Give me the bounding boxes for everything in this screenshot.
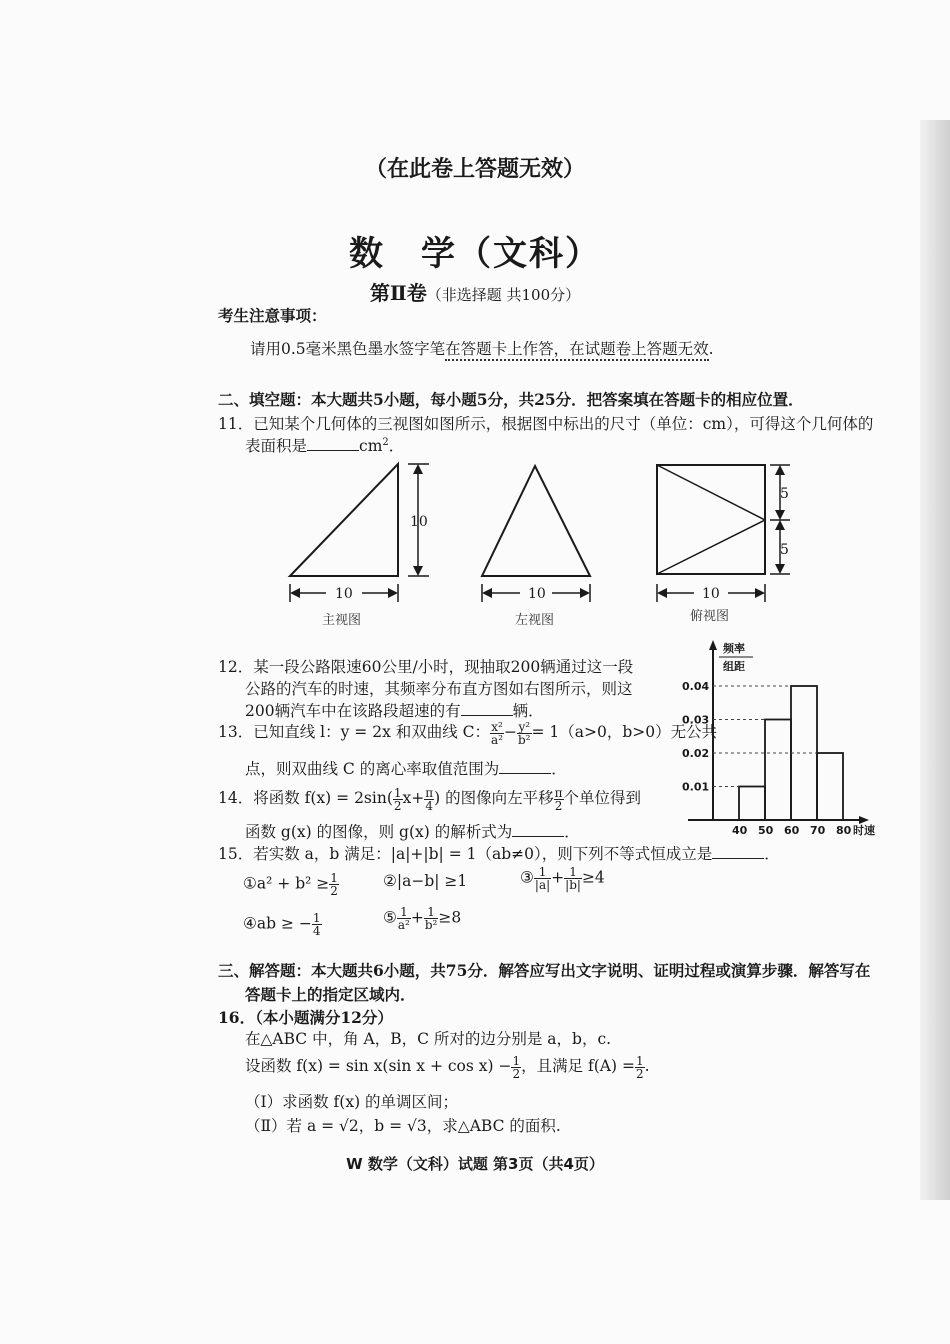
instructions-line-b: 在答题卡上作答，在试题卷上答题无效 [445,340,709,361]
x-tick-label: 60 [784,824,800,837]
q15-line1 [218,842,780,864]
q15-opt3-plus: + [551,868,565,887]
q15-option-2: ②|a−b| ≥1 [383,872,468,890]
y-axis-label-bottom: 组距 [723,660,745,673]
section2-heading: 二、填空题：本大题共5小题，每小题5分，共25分．把答案填在答题卡的相应位置． [218,390,804,409]
q15-opt1-text: ①a² + b² ≥ [243,874,330,893]
q14-frac-2 [424,787,434,812]
q15-option-4 [243,912,322,937]
q15-answer-blank [712,844,764,859]
q16-text-c: . [644,1057,650,1075]
q14-answer-blank [512,822,564,837]
q11-unit: cm [359,437,383,455]
q12-text-b: 辆． [512,702,544,720]
q13-frac-x-den: a² [491,732,503,747]
q15-option-3 [520,866,605,891]
q13-line2 [245,757,567,779]
y-axis-label-top: 频率 [723,642,745,655]
q14-frac-2-num: π [425,785,434,800]
q12-text-a: 200辆汽车中在该路段超速的有 [245,702,461,720]
y-tick-label: 0.02 [682,747,710,760]
q16-part2: （Ⅱ）若 a = √2，b = √3，求△ABC 的面积. [245,1117,561,1135]
q13-answer-blank [499,759,551,774]
q14-frac-3 [554,787,564,812]
q13-frac-x-num: x² [491,719,503,734]
q16-frac-2-num: 1 [635,1053,644,1068]
q14-text-c: 个单位得到 [563,789,642,807]
q16-heading: 16．（本小题满分12分） [218,1008,393,1027]
q15-opt5-tail: ≥8 [438,908,462,927]
section3-heading-line2: 答题卡上的指定区域内． [245,985,416,1004]
q16-frac-2 [635,1055,645,1080]
q15-option-5 [383,906,461,931]
x-axis-label: 时速 [853,824,875,837]
instructions-heading: 考生注意事项： [218,306,327,325]
q15-opt3-num2: 1 [564,866,582,879]
q15-opt5-den1: a² [397,918,410,932]
q15-opt3-den1: |a| [534,878,551,892]
q16-frac-1-num: 1 [512,1053,521,1068]
top-lower-label: 5 [780,542,789,558]
q16-text-b: ，且满足 f(A) = [521,1057,635,1075]
q15-opt5-num2: 1 [424,906,439,919]
q14-text-b: ) 的图像向左平移 [434,789,554,807]
q14-line2 [245,820,580,842]
q13-frac-x [490,721,504,746]
part-note: （非选择题 共100分） [426,286,581,304]
x-tick-label: 70 [810,824,826,837]
q16-part1: （Ⅰ）求函数 f(x) 的单调区间； [245,1093,459,1111]
front-width-label: 10 [335,586,353,602]
q15-text-b: ． [764,845,780,863]
q15-opt3-tail: ≥4 [581,868,605,887]
q15-opt1-den: 2 [330,884,338,898]
q14-text-e: ． [564,823,580,841]
top-view-caption: 俯视图 [690,609,730,624]
q11-line1: 11．已知某个几何体的三视图如图所示，根据图中标出的尺寸（单位：cm），可得这个几何体的 [218,415,874,433]
q16-frac-1 [511,1055,521,1080]
side-width-label: 10 [528,586,546,602]
x-tick-label: 40 [732,824,748,837]
q15-option-1 [243,872,339,897]
y-tick-label: 0.01 [682,780,710,794]
q13-frac-y-num: y² [518,719,531,734]
q14-mid: x+ [402,789,425,807]
histogram-bar [817,753,843,820]
q15-opt3-den2: |b| [565,878,581,892]
q11-text-a: 表面积是 [245,437,308,455]
x-tick-label: 80 [836,824,852,837]
page-footer: W 数学（文科）试题 第3页（共4页） [346,1155,604,1173]
q16-line1: 在△ABC 中，角 A，B，C 所对的边分别是 a，b，c. [245,1030,612,1048]
q13-line1 [218,720,717,746]
answer-notice: （在此卷上答题无效） [364,156,585,182]
q15-opt1-num: 1 [330,871,338,885]
part-label: 第Ⅱ卷 [369,281,427,305]
q15-opt4-den: 4 [312,924,321,938]
exam-title: 数 学（文科） [349,234,601,274]
y-axis-arrow [709,640,717,650]
q15-opt3-frac2 [564,866,582,891]
q14-frac-1-den: 2 [393,798,402,813]
q13-text-a: 13．已知直线 l：y = 2x 和双曲线 C： [218,723,491,741]
q15-opt3-frac1 [534,866,551,891]
q16-frac-1-den: 2 [512,1066,521,1081]
top-width-label: 10 [702,586,720,602]
q15-opt5-den2: b² [424,918,438,932]
q15-opt1-frac [329,872,339,897]
q11-period: ． [388,437,405,455]
q14-frac-3-num: π [554,785,563,800]
x-tick-label: 50 [758,824,774,837]
q16-line2 [245,1054,650,1080]
q15-opt3-num1: 1 [534,866,551,879]
q14-frac-3-den: 2 [554,798,563,813]
q12-line2: 公路的汽车的时速，其频率分布直方图如右图所示，则这 [245,680,633,698]
q16-text-a: 设函数 f(x) = sin x(sin x + cos x) − [245,1057,512,1075]
q13-minus: − [504,723,517,741]
side-view-caption: 左视图 [515,613,555,628]
q15-opt5-frac2 [424,906,439,931]
y-tick-label: 0.04 [682,680,710,693]
section3-heading-line1: 三、解答题：本大题共6小题，共75分．解答应写出文字说明、证明过程或演算步骤．解答写在 [218,961,871,980]
q13-text-d: ． [551,760,567,778]
q13-frac-y [517,721,532,746]
q15-opt4-num: 1 [312,911,321,925]
q15-opt5-text: ⑤ [383,908,397,927]
q13-text-b: = 1（a>0，b>0）无公共 [531,723,718,741]
instructions-line-a: 请用0.5毫米黑色墨水签字笔 [250,340,446,358]
histogram-bar [765,720,791,821]
q12-line1: 12．某一段公路限速60公里/小时，现抽取200辆通过这一段 [218,658,634,676]
q14-frac-1 [393,787,403,812]
top-upper-label: 5 [780,486,789,502]
histogram-bar [739,787,765,821]
front-height-label: 10 [410,514,428,530]
q14-text-a: 14．将函数 f(x) = 2sin( [218,789,393,807]
q13-text-c: 点，则双曲线 C 的离心率取值范围为 [245,760,500,778]
front-view-caption: 主视图 [322,613,362,628]
q14-line1 [218,786,641,812]
q14-frac-1-num: 1 [393,785,402,800]
instructions-line-c: . [708,340,714,358]
q15-opt5-plus: + [410,908,424,927]
q13-frac-y-den: b² [518,732,531,747]
q15-opt4-frac [312,912,322,937]
q14-frac-2-den: 4 [425,798,434,813]
q15-opt5-num1: 1 [397,906,411,919]
q11-unit-exp: 2 [382,436,389,448]
q15-opt3-text: ③ [520,868,534,887]
q15-opt4-text: ④ab ≥ − [243,914,312,933]
q16-frac-2-den: 2 [635,1066,644,1081]
y-tick-label: 0.03 [682,713,710,727]
x-axis-arrow [859,816,869,824]
q15-opt5-frac1 [397,906,411,931]
q15-text-a: 15．若实数 a，b 满足：|a|+|b| = 1（ab≠0），则下列不等式恒成立是 [218,845,713,863]
q14-text-d: 函数 g(x) 的图像，则 g(x) 的解析式为 [245,823,513,841]
